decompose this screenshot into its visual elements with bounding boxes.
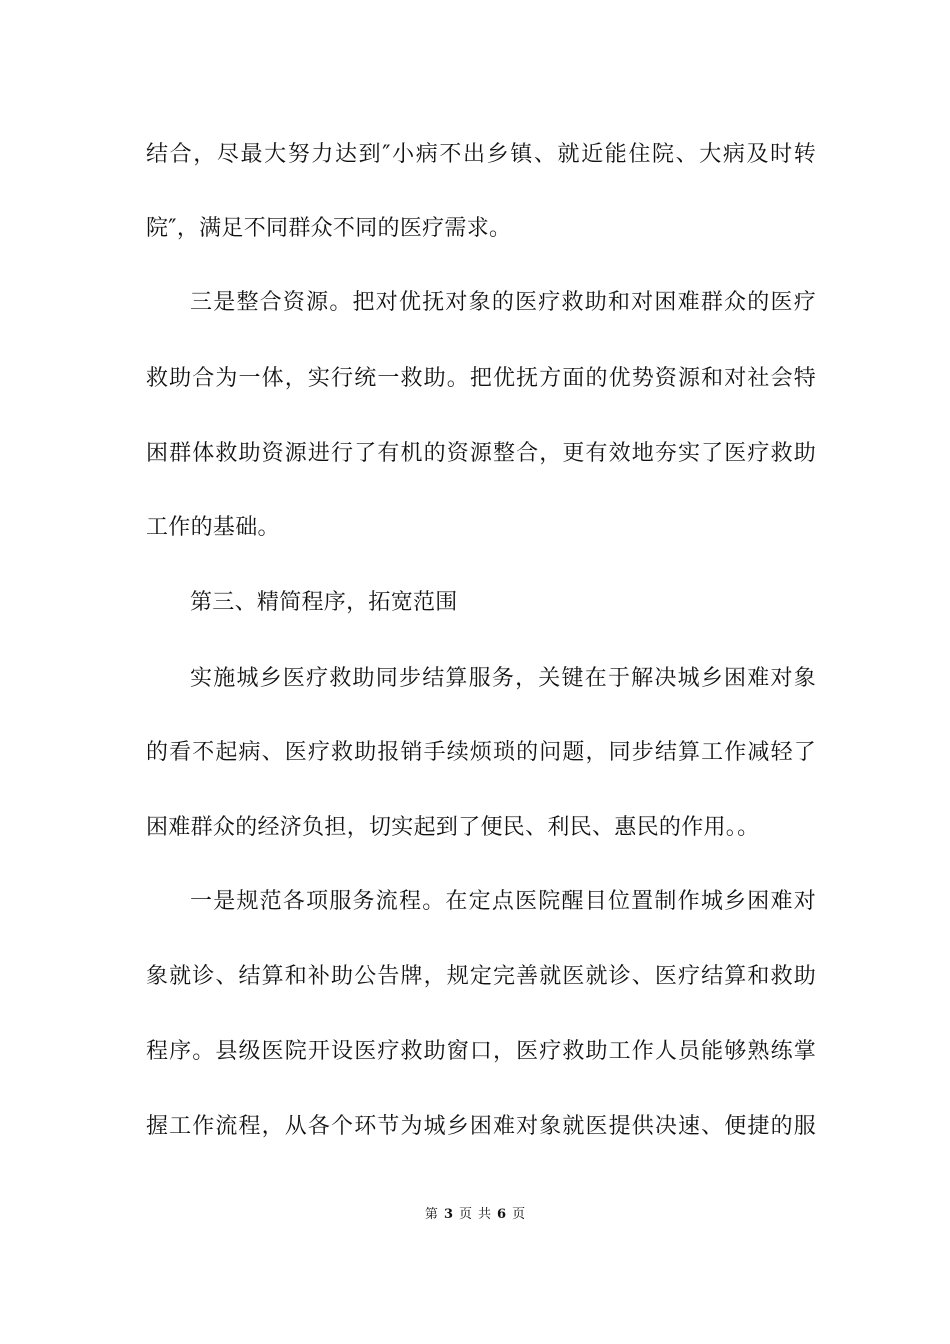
footer-prefix: 第: [424, 1207, 438, 1222]
text-line: 工作的基础。: [146, 515, 280, 540]
text-line: 象就诊、结算和补助公告牌，规定完善就医就诊、医疗结算和救助: [146, 964, 816, 989]
text-line: 握工作流程，从各个环节为城乡困难对象就医提供决速、便捷的服: [146, 1114, 816, 1139]
footer-page-label: 页: [458, 1207, 472, 1222]
text-line: 救助合为一体，实行统一救助。把优抚方面的优势资源和对社会特: [146, 366, 816, 391]
text-line: 院″，满足不同群众不同的医疗需求。: [146, 216, 512, 241]
text-line: 的看不起病、医疗救助报销手续烦琐的问题，同步结算工作减轻了: [146, 740, 816, 765]
paragraph-start-line: 实施城乡医疗救助同步结算服务，关键在于解决城乡困难对象: [190, 666, 816, 691]
paragraph-start-line: 一是规范各项服务流程。在定点医院醒目位置制作城乡困难对: [190, 889, 816, 914]
page-footer: [0, 1206, 950, 1224]
section-heading: 第三、精简程序，拓宽范围: [190, 590, 458, 615]
text-line: 困群体救助资源进行了有机的资源整合，更有效地夯实了医疗救助: [146, 441, 816, 466]
total-page-number: 6: [497, 1207, 507, 1222]
footer-suffix: 页: [512, 1207, 526, 1222]
text-line: 程序。县级医院开设医疗救助窗口，医疗救助工作人员能够熟练掌: [146, 1039, 816, 1064]
footer-total-prefix: 共: [478, 1207, 492, 1222]
text-line: 结合，尽最大努力达到″小病不出乡镇、就近能住院、大病及时转: [146, 142, 816, 167]
current-page-number: 3: [443, 1207, 453, 1222]
paragraph-start-line: 三是整合资源。把对优抚对象的医疗救助和对困难群众的医疗: [190, 290, 816, 315]
text-line: 困难群众的经济负担，切实起到了便民、利民、惠民的作用。。: [146, 815, 760, 840]
